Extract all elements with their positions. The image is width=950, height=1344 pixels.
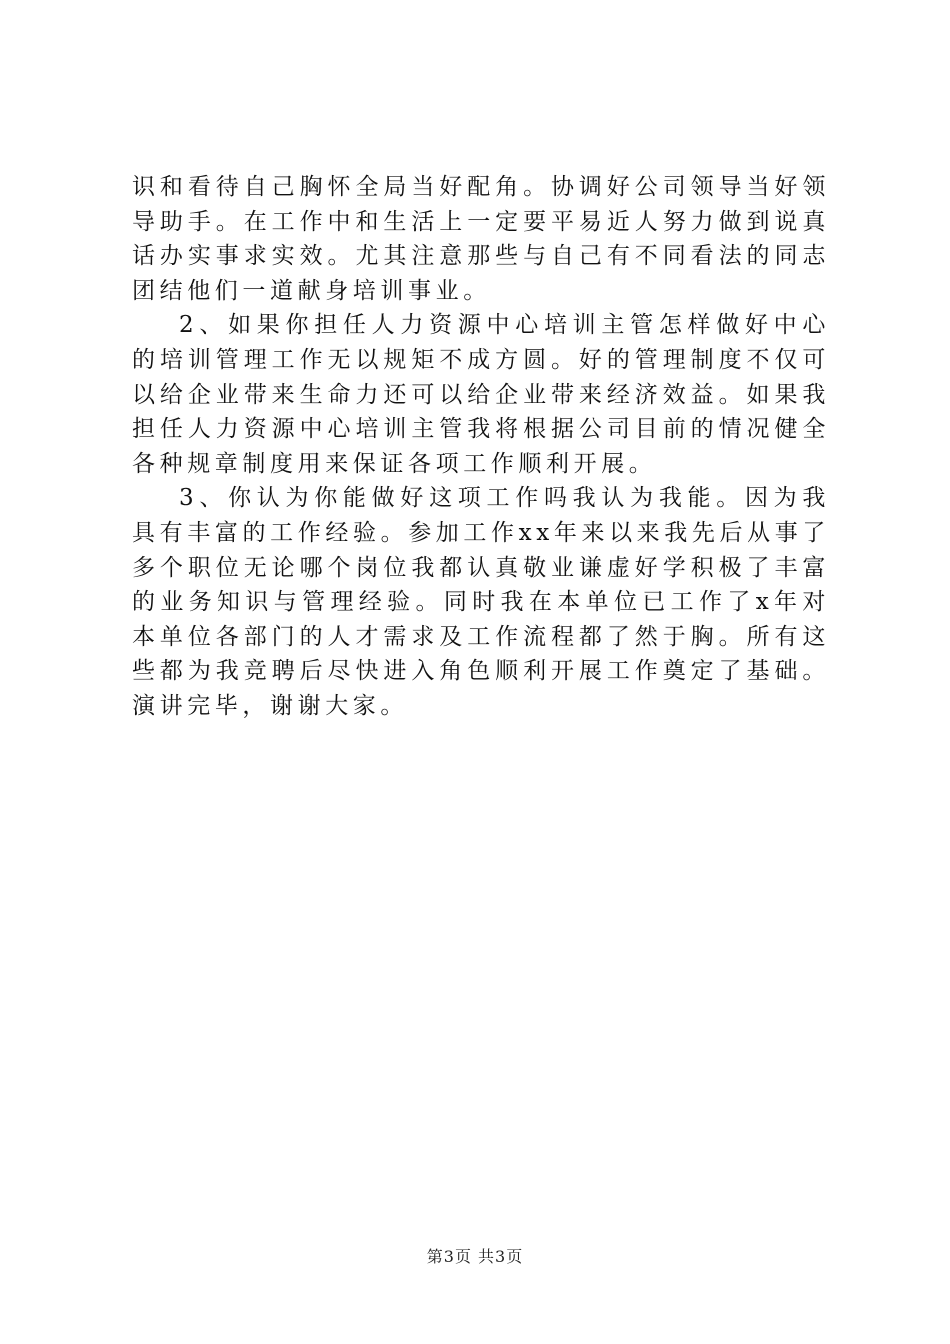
document-body bbox=[132, 170, 830, 724]
body-paragraph: 3、你认为你能做好这项工作吗我认为我能。因为我具有丰富的工作经验。参加工作xx年来以来我先后从事了多个职位无论哪个岗位我都认真敬业谦虚好学积极了丰富的业务知识与管理经验。同时我在本单位已工作了x年对本单位各部门的人才需求及工作流程都了然于胸。所有这些都为我竞聘后尽快进入角色顺利开展工作奠定了基础。演讲完毕，谢谢大家。 bbox=[132, 485, 830, 719]
page-number-footer: 第3页 共3页 bbox=[426, 1247, 524, 1266]
body-paragraph: 2、如果你担任人力资源中心培训主管怎样做好中心的培训管理工作无以规矩不成方圆。好的管理制度不仅可以给企业带来生命力还可以给企业带来经济效益。如果我担任人力资源中心培训主管我将根据公司目前的情况健全各种规章制度用来保证各项工作顺利开展。 bbox=[132, 312, 830, 477]
body-paragraph: 识和看待自己胸怀全局当好配角。协调好公司领导当好领导助手。在工作中和生活上一定要平易近人努力做到说真话办实事求实效。尤其注意那些与自己有不同看法的同志团结他们一道献身培训事业。 bbox=[132, 174, 830, 304]
